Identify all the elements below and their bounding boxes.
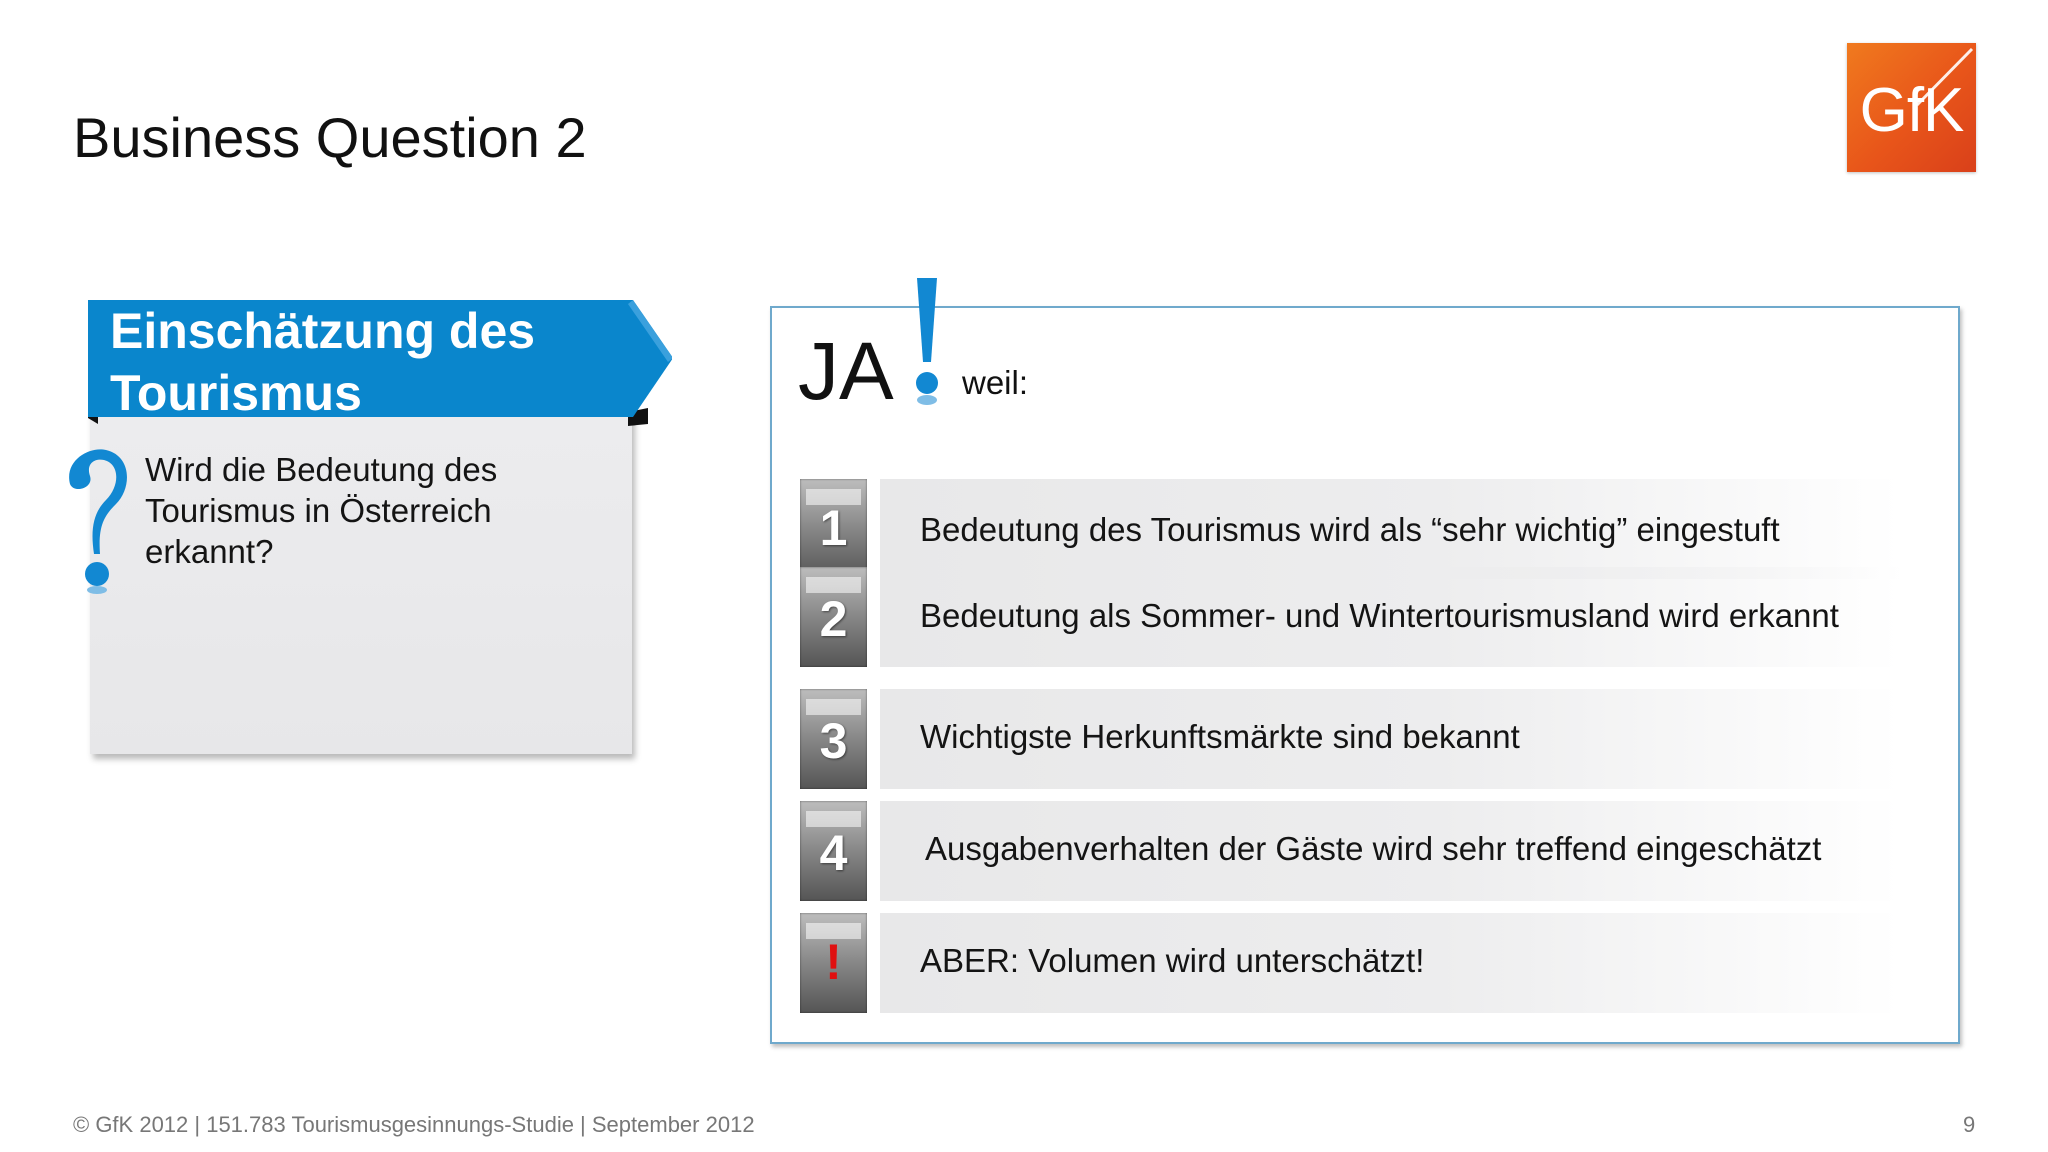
gfk-logo: [1847, 43, 1976, 172]
page-number: 9: [1963, 1112, 1976, 1137]
question-card-title: Einschätzung des Tourismus: [110, 303, 536, 421]
question-mark-icon: [60, 446, 132, 596]
answer-item-1: [800, 479, 1900, 579]
footer-text: © GfK 2012 | 151.783 Tourismusgesinnungs-Studie | September 2012: [73, 1112, 755, 1137]
answer-item-text: Wichtigste Herkunftsmärkte sind bekannt: [920, 718, 1520, 755]
answer-item-3: [800, 689, 1900, 789]
logo-text: GfK: [1859, 76, 1964, 145]
answer-ja: JA: [798, 326, 894, 417]
warning-badge: !: [800, 913, 867, 1013]
answer-item-4: [800, 801, 1900, 901]
answer-item-text: Ausgabenverhalten der Gäste wird sehr treffend eingeschätzt: [925, 830, 1822, 867]
answer-item-text: Bedeutung des Tourismus wird als “sehr wichtig” eingestuft: [920, 511, 1780, 548]
number-badge: 3: [800, 689, 867, 789]
answer-item-5: [800, 913, 1900, 1013]
number-badge: 4: [800, 801, 867, 901]
exclamation-mark-icon: [909, 274, 945, 414]
question-card-header: [88, 300, 672, 421]
answer-item-text: Bedeutung als Sommer- und Wintertourismusland wird erkannt: [920, 597, 1839, 634]
slide-title: Business Question 2: [73, 106, 587, 169]
question-text: Wird die Bedeutung des Tourismus in Österreich erkannt?: [145, 451, 498, 570]
answer-item-2: [800, 567, 1900, 667]
answer-connector: weil:: [962, 364, 1029, 401]
number-badge: 2: [800, 567, 867, 667]
number-badge: 1: [800, 479, 867, 579]
answer-item-text: ABER: Volumen wird unterschätzt!: [920, 942, 1425, 979]
